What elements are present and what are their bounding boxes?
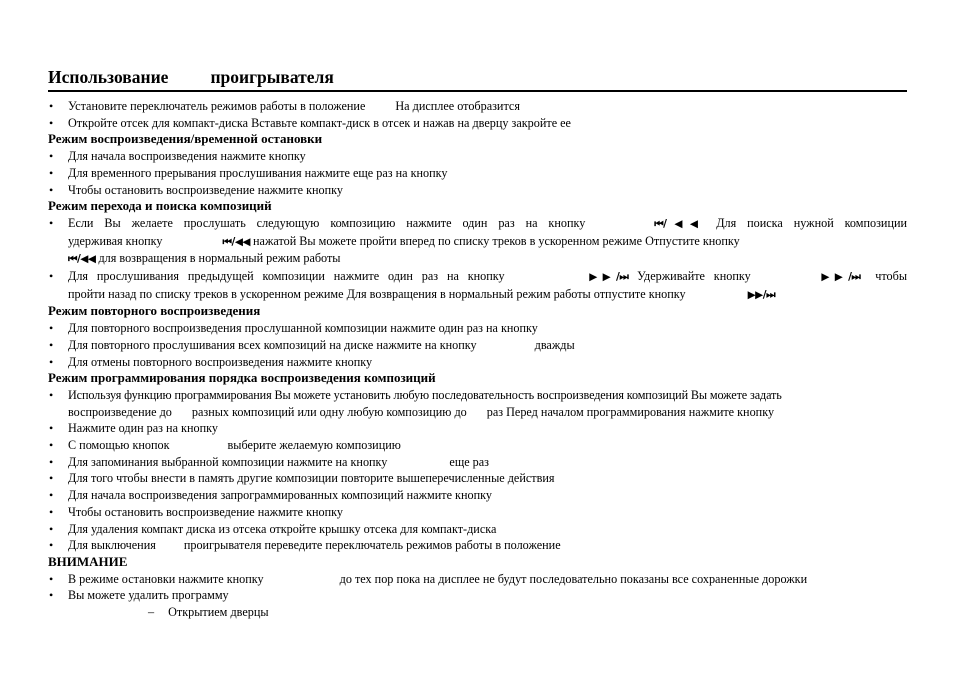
text-fragment: для возвращения в нормальный режим работы [98, 251, 341, 266]
text-line [68, 404, 907, 421]
text-fragment: Откройте отсек для компакт-диска Вставьте компакт-диск в отсек и нажав на дверцу закройте ее [68, 115, 571, 130]
list-item [48, 521, 907, 538]
text-fragment: удерживая кнопку [68, 233, 163, 248]
title-word-2: проигрывателя [210, 67, 334, 87]
list-item [48, 487, 907, 504]
text-fragment: Для повторного прослушивания всех композиций на диске нажмите на кнопку [68, 337, 477, 352]
text-fragment: Чтобы остановить воспроизведение нажмите кнопку [68, 182, 343, 197]
next-button-icon: ▶▶/⏭ [747, 288, 776, 301]
section-heading: Режим перехода и поиска композиций [48, 198, 272, 214]
text-fragment: чтобы [875, 269, 908, 284]
text-fragment: еще раз [449, 454, 489, 469]
text-fragment: Для повторного воспроизведения прослушанной композиции нажмите один раз на кнопку [68, 321, 538, 336]
document-body [48, 98, 907, 621]
text-fragment: Открытием дверцы [168, 605, 269, 620]
dash-marker: – [148, 605, 155, 620]
text-fragment: Для отмены повторного воспроизведения нажмите кнопку [68, 354, 373, 369]
text-fragment: Для выключения [68, 538, 156, 553]
text-fragment: Используя функцию программирования Вы можете установить любую последовательность воспроизведения композиций Вы можете задать [68, 387, 782, 402]
list-item [48, 115, 907, 132]
list-item [48, 182, 907, 199]
text-fragment: С помощью кнопок [68, 438, 170, 453]
text-fragment: Если Вы желаете прослушать следующую композицию нажмите один раз на кнопку [68, 215, 586, 230]
text-fragment: воспроизведение до [68, 404, 172, 419]
text-fragment: Для удаления компакт диска из отсека откройте крышку отсека для компакт-диска [68, 521, 497, 536]
list-item [48, 148, 907, 165]
text-fragment: Для прослушивания предыдущей композиции нажмите один раз на кнопку [68, 269, 505, 284]
text-line [68, 233, 907, 251]
list-item [48, 320, 907, 337]
prev-button-icon: ⏮/◀◀ [222, 235, 250, 248]
list-item [48, 354, 907, 371]
prev-button-icon: ⏮/◀◀ [654, 217, 706, 230]
text-fragment: В режиме остановки нажмите кнопку [68, 571, 264, 586]
text-fragment: раз Перед началом программирования нажмите кнопку [486, 404, 775, 419]
section-heading: Режим повторного воспроизведения [48, 303, 261, 319]
text-line [68, 215, 907, 233]
text-fragment: выберите желаемую композицию [227, 438, 401, 453]
list-item [48, 165, 907, 182]
text-fragment: На дисплее отобразится [395, 99, 520, 113]
list-item [48, 587, 907, 604]
section-heading: Режим программирования порядка воспроизведения композиций [48, 370, 436, 386]
section-heading: Режим воспроизведения/временной остановки [48, 131, 323, 147]
text-fragment: Удерживайте кнопку [637, 269, 751, 284]
list-item [48, 387, 907, 420]
text-fragment: проигрывателя переведите переключатель режимов работы в положение [183, 538, 561, 553]
text-fragment: Для начала воспроизведения запрограммированных композиций нажмите кнопку [68, 488, 492, 503]
text-fragment: Для поиска нужной композиции [716, 215, 908, 230]
warning-heading: ВНИМАНИЕ [48, 553, 128, 569]
list-item [48, 571, 907, 588]
text-fragment: разных композиций или одну любую композицию до [191, 404, 467, 419]
list-item [48, 420, 907, 437]
text-fragment: до тех пор пока на дисплее не будут последовательно показаны все сохраненные дорожки [339, 571, 808, 586]
text-fragment: Для того чтобы внести в память другие композиции повторите вышеперечисленные действия [68, 471, 555, 486]
text-line [68, 268, 907, 286]
text-fragment: Нажмите один раз на кнопку [68, 421, 218, 436]
text-fragment: Вы можете удалить программу [68, 588, 229, 603]
page-title [48, 66, 907, 92]
text-fragment: Установите переключатель режимов работы в положение [68, 99, 366, 113]
list-item [48, 504, 907, 521]
text-line [68, 250, 907, 268]
list-item [48, 470, 907, 487]
text-fragment: Для запоминания выбранной композиции нажмите на кнопку [68, 454, 388, 469]
text-fragment: Для начала воспроизведения нажмите кнопку [68, 149, 306, 164]
list-item [48, 98, 907, 115]
prev-button-icon: ⏮/◀◀ [68, 253, 96, 266]
list-item [48, 454, 907, 471]
text-fragment: нажатой Вы можете пройти вперед по списку треков в ускоренном режиме Отпустите кнопку [253, 233, 740, 248]
list-item [48, 337, 907, 354]
text-fragment: Для временного прерывания прослушивания нажмите еще раз на кнопку [68, 165, 448, 180]
text-fragment: Чтобы остановить воспроизведение нажмите кнопку [68, 504, 343, 519]
text-line [68, 286, 907, 304]
text-fragment: дважды [534, 337, 575, 352]
text-fragment: пройти назад по списку треков в ускоренном режиме Для возвращения в нормальный режим работы отпустите кнопку [68, 286, 686, 301]
list-item [48, 437, 907, 454]
next-button-icon: ▶▶/⏭ [815, 271, 861, 284]
list-item [48, 268, 907, 303]
dash-item [48, 604, 907, 621]
list-item [48, 215, 907, 268]
next-button-icon: ▶▶/⏭ [583, 271, 629, 284]
title-word-1: Использование [48, 67, 169, 87]
text-line [68, 387, 907, 404]
list-item [48, 537, 907, 554]
